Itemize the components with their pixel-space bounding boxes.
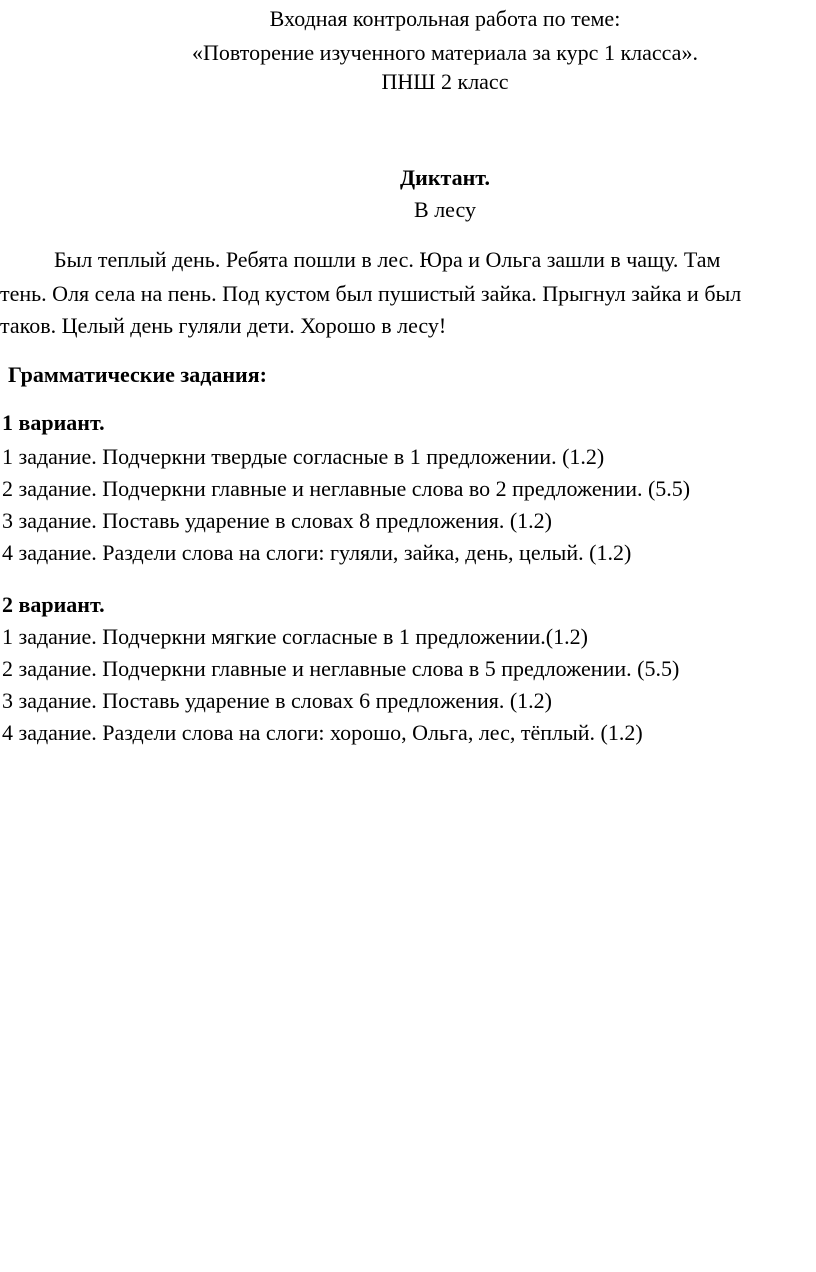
variant-2-title: 2 вариант. [2,592,105,617]
dictation-line-2: тень. Оля села на пень. Под кустом был пушистый зайка. Прыгнул зайка и был [0,281,742,306]
variant-1-title: 1 вариант. [2,410,105,435]
header-line-3: ПНШ 2 класс [381,69,509,94]
variant-2-task-2: 2 задание. Подчеркни главные и неглавные слова в 5 предложении. (5.5) [2,656,680,681]
header-line-2: «Повторение изученного материала за курс 1 класса». [192,40,698,65]
dictation-line-1: Был теплый день. Ребята пошли в лес. Юра и Ольга зашли в чащу. Там [54,247,721,272]
variant-1-task-3: 3 задание. Поставь ударение в словах 8 предложения. (1.2) [2,508,552,533]
variant-1-task-2: 2 задание. Подчеркни главные и неглавные слова во 2 предложении. (5.5) [2,476,691,501]
header-line-1: Входная контрольная работа по теме: [269,6,621,31]
dictation-title: Диктант. [400,165,490,190]
variant-2-task-1: 1 задание. Подчеркни мягкие согласные в 1 предложении.(1.2) [2,624,588,649]
variant-1-task-1: 1 задание. Подчеркни твердые согласные в 1 предложении. (1.2) [2,444,605,469]
variant-2-task-4: 4 задание. Раздели слова на слоги: хорошо, Ольга, лес, тёплый. (1.2) [2,720,643,745]
variant-1-task-4: 4 задание. Раздели слова на слоги: гуляли, зайка, день, целый. (1.2) [2,540,632,565]
variant-2-task-3: 3 задание. Поставь ударение в словах 6 предложения. (1.2) [2,688,552,713]
dictation-line-3: таков. Целый день гуляли дети. Хорошо в лесу! [0,313,447,338]
grammar-heading: Грамматические задания: [8,362,267,387]
dictation-subtitle: В лесу [414,197,476,222]
